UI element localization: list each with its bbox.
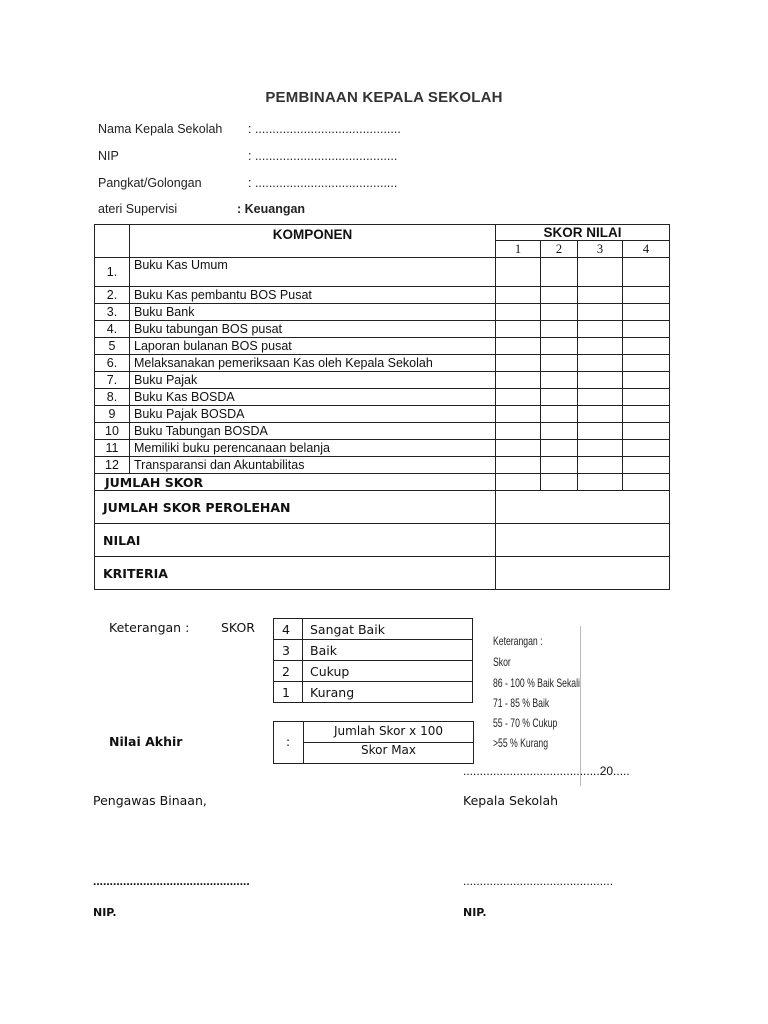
komponen-table xyxy=(94,224,670,590)
row-number: 11 xyxy=(95,440,130,457)
note-line: >55 % Kurang xyxy=(493,736,549,750)
score-cell-1[interactable] xyxy=(496,389,541,406)
table-row xyxy=(95,304,670,321)
materi-value: : Keuangan xyxy=(237,202,306,216)
score-cell-4[interactable] xyxy=(623,338,670,355)
row-komponen: Buku Pajak BOSDA xyxy=(130,406,496,423)
pengawas-sign-line: ............................................... xyxy=(93,874,250,888)
row-komponen: Buku Kas Umum xyxy=(130,258,496,287)
score-cell-4[interactable] xyxy=(623,457,670,474)
table-row xyxy=(95,355,670,372)
score-cell-3[interactable] xyxy=(578,287,623,304)
score-cell-4[interactable] xyxy=(623,258,670,287)
row-number: 4. xyxy=(95,321,130,338)
kepala-title: Kepala Sekolah xyxy=(463,793,559,808)
row-komponen: Buku tabungan BOS pusat xyxy=(130,321,496,338)
legend-text: Cukup xyxy=(303,661,473,682)
score-cell-1[interactable] xyxy=(496,440,541,457)
score-cell-4[interactable] xyxy=(623,355,670,372)
score-cell-1[interactable] xyxy=(496,423,541,440)
pangkat-value: : ......................................... xyxy=(248,176,398,190)
table-row xyxy=(95,389,670,406)
score-cell-2[interactable] xyxy=(541,372,578,389)
score-cell-3[interactable] xyxy=(578,321,623,338)
jumlah-skor-label: JUMLAH SKOR xyxy=(95,474,496,491)
header-no xyxy=(95,225,130,258)
legend-row xyxy=(274,640,473,661)
score-cell-3[interactable] xyxy=(578,355,623,372)
score-cell-2[interactable] xyxy=(541,304,578,321)
legend-text: Baik xyxy=(303,640,473,661)
legend-score: 2 xyxy=(274,661,303,682)
note-title: Keterangan : xyxy=(493,634,543,648)
score-cell-3[interactable] xyxy=(578,304,623,321)
score-cell-3[interactable] xyxy=(578,372,623,389)
row-komponen: Buku Kas pembantu BOS Pusat xyxy=(130,287,496,304)
score-cell-3[interactable] xyxy=(578,258,623,287)
score-cell-3[interactable] xyxy=(578,423,623,440)
score-cell-1[interactable] xyxy=(496,372,541,389)
table-row xyxy=(95,423,670,440)
nilai-akhir-label: Nilai Akhir xyxy=(109,734,183,749)
row-komponen: Memiliki buku perencanaan belanja xyxy=(130,440,496,457)
keterangan-label: Keterangan : xyxy=(109,620,190,635)
note-line: 86 - 100 % Baik Sekali xyxy=(493,676,580,690)
row-number: 7. xyxy=(95,372,130,389)
score-cell-2[interactable] xyxy=(541,457,578,474)
nip-label: NIP xyxy=(98,149,119,163)
row-number: 3. xyxy=(95,304,130,321)
legend-text: Kurang xyxy=(303,682,473,703)
jumlah-cell-4 xyxy=(623,474,670,491)
score-cell-1[interactable] xyxy=(496,321,541,338)
note-line: 55 - 70 % Cukup xyxy=(493,716,558,730)
table-row xyxy=(95,372,670,389)
score-cell-2[interactable] xyxy=(541,287,578,304)
table-row xyxy=(95,258,670,287)
nilai-value[interactable] xyxy=(496,524,670,557)
row-komponen: Transparansi dan Akuntabilitas xyxy=(130,457,496,474)
score-cell-2[interactable] xyxy=(541,355,578,372)
kriteria-label: KRITERIA xyxy=(95,557,496,590)
row-number: 1. xyxy=(95,258,130,287)
pengawas-nip: NIP. xyxy=(93,906,117,919)
legend-score: 1 xyxy=(274,682,303,703)
note-line: Skor xyxy=(493,655,511,669)
score-cell-1[interactable] xyxy=(496,457,541,474)
table-row xyxy=(95,338,670,355)
kepala-nip: NIP. xyxy=(463,906,487,919)
legend-row xyxy=(274,661,473,682)
row-number: 10 xyxy=(95,423,130,440)
note-line: 71 - 85 % Baik xyxy=(493,696,550,710)
legend-row xyxy=(274,619,473,640)
komponen-header: KOMPONEN xyxy=(130,225,496,258)
score-cell-3[interactable] xyxy=(578,389,623,406)
formula-colon: : xyxy=(286,735,291,749)
legend-score: 3 xyxy=(274,640,303,661)
jumlah-cell-2 xyxy=(541,474,578,491)
score-cell-2[interactable] xyxy=(541,423,578,440)
row-komponen: Buku Kas BOSDA xyxy=(130,389,496,406)
score-cell-2[interactable] xyxy=(541,389,578,406)
legend-score: 4 xyxy=(274,619,303,640)
score-cell-3[interactable] xyxy=(578,457,623,474)
nilai-label: NILAI xyxy=(95,524,496,557)
skor-legend-table xyxy=(273,618,473,703)
nilai-akhir-formula xyxy=(273,721,474,764)
row-number: 9 xyxy=(95,406,130,423)
kepala-sign-line: ............................................. xyxy=(463,874,614,888)
row-komponen: Buku Tabungan BOSDA xyxy=(130,423,496,440)
row-komponen: Buku Pajak xyxy=(130,372,496,389)
score-col-3: 3 xyxy=(578,241,623,258)
score-cell-4[interactable] xyxy=(623,372,670,389)
score-cell-4[interactable] xyxy=(623,321,670,338)
skor-nilai-header: SKOR NILAI xyxy=(496,225,670,241)
perolehan-label: JUMLAH SKOR PEROLEHAN xyxy=(95,491,496,524)
nip-value: : ......................................... xyxy=(248,149,398,163)
score-col-2: 2 xyxy=(541,241,578,258)
row-number: 5 xyxy=(95,338,130,355)
row-komponen: Buku Bank xyxy=(130,304,496,321)
table-row xyxy=(95,321,670,338)
score-cell-4[interactable] xyxy=(623,389,670,406)
formula-denominator: Skor Max xyxy=(360,743,417,757)
legend-text: Sangat Baik xyxy=(303,619,473,640)
score-cell-4[interactable] xyxy=(623,423,670,440)
score-cell-1[interactable] xyxy=(496,258,541,287)
score-cell-1[interactable] xyxy=(496,406,541,423)
score-cell-1[interactable] xyxy=(496,338,541,355)
formula-numerator: Jumlah Skor x 100 xyxy=(334,724,443,738)
note-divider xyxy=(580,626,581,786)
row-number: 12 xyxy=(95,457,130,474)
score-cell-1[interactable] xyxy=(496,355,541,372)
score-cell-2[interactable] xyxy=(541,321,578,338)
score-cell-3[interactable] xyxy=(578,440,623,457)
score-col-1: 1 xyxy=(496,241,541,258)
score-cell-4[interactable] xyxy=(623,304,670,321)
score-cell-2[interactable] xyxy=(541,258,578,287)
nama-value: : .......................................... xyxy=(248,122,401,136)
kriteria-value[interactable] xyxy=(496,557,670,590)
score-cell-1[interactable] xyxy=(496,304,541,321)
row-number: 2. xyxy=(95,287,130,304)
score-col-4: 4 xyxy=(623,241,670,258)
nama-label: Nama Kepala Sekolah xyxy=(98,122,223,136)
row-komponen: Laporan bulanan BOS pusat xyxy=(130,338,496,355)
table-row xyxy=(95,406,670,423)
score-cell-2[interactable] xyxy=(541,338,578,355)
score-cell-2[interactable] xyxy=(541,440,578,457)
pengawas-title: Pengawas Binaan, xyxy=(93,793,207,808)
date-line: .........................................20..... xyxy=(463,764,630,778)
skor-label: SKOR xyxy=(221,620,255,635)
pangkat-label: Pangkat/Golongan xyxy=(98,176,202,190)
table-row xyxy=(95,440,670,457)
page-title: PEMBINAAN KEPALA SEKOLAH xyxy=(265,89,503,106)
table-row xyxy=(95,287,670,304)
row-komponen: Melaksanakan pemeriksaan Kas oleh Kepala Sekolah xyxy=(130,355,496,372)
score-cell-3[interactable] xyxy=(578,338,623,355)
materi-label: ateri Supervisi xyxy=(98,202,178,216)
row-number: 8. xyxy=(95,389,130,406)
score-cell-1[interactable] xyxy=(496,287,541,304)
score-cell-4[interactable] xyxy=(623,287,670,304)
jumlah-cell-1 xyxy=(496,474,541,491)
score-cell-4[interactable] xyxy=(623,440,670,457)
jumlah-cell-3 xyxy=(578,474,623,491)
score-cell-2[interactable] xyxy=(541,406,578,423)
score-cell-4[interactable] xyxy=(623,406,670,423)
table-row xyxy=(95,457,670,474)
score-cell-3[interactable] xyxy=(578,406,623,423)
perolehan-value[interactable] xyxy=(496,491,670,524)
row-number: 6. xyxy=(95,355,130,372)
legend-row xyxy=(274,682,473,703)
